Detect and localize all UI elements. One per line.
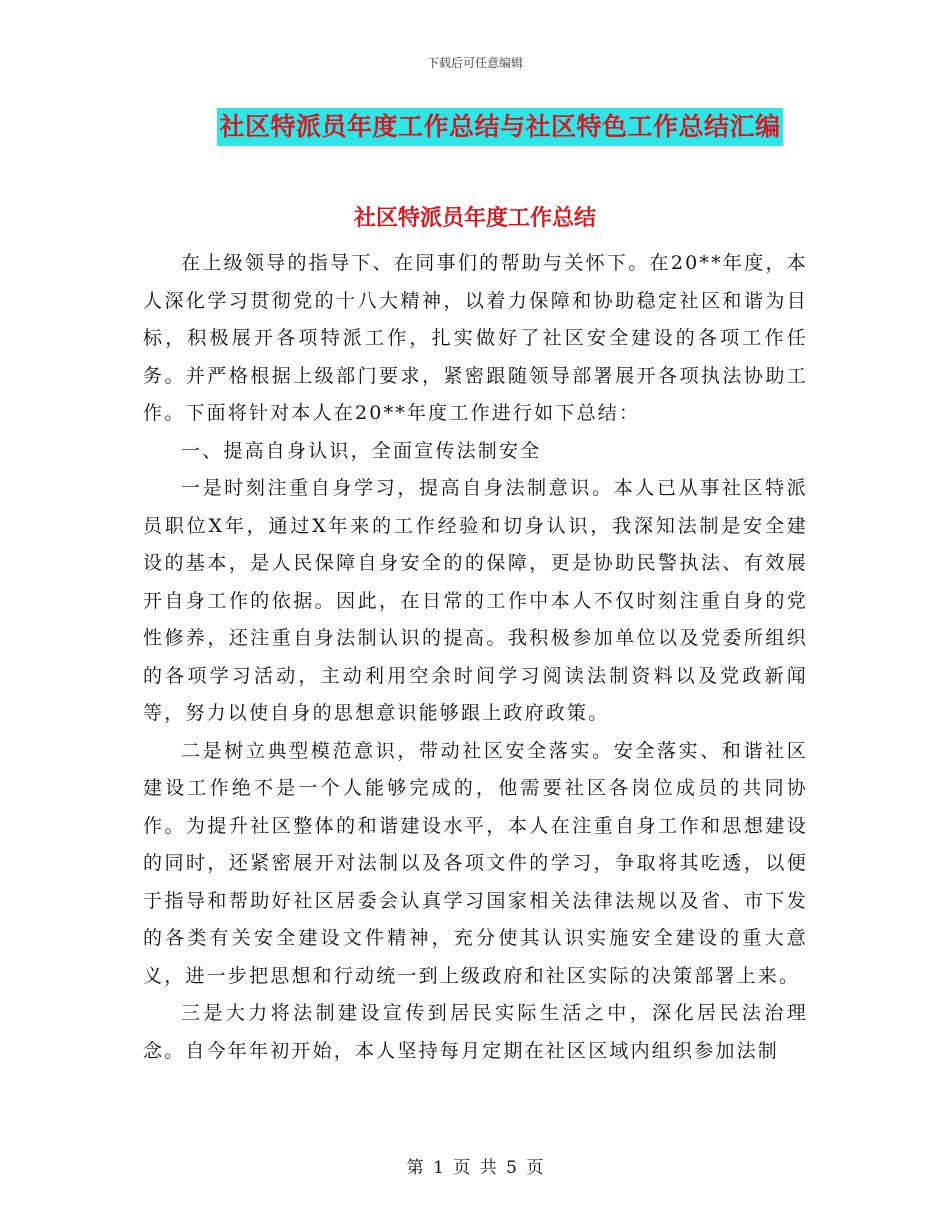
paragraph-point-2: 二是树立典型模范意识，带动社区安全落实。安全落实、和谐社区建设工作绝不是一个人能够完成的，他需要社区各岗位成员的共同协作。为提升社区整体的和谐建设水平，本人在注重自身工作和思想建设的同时，还紧密展开对法制以及各项文件的学习，争取将其吃透，以便于指导和帮助好社区居委会认真学习国家相关法律法规以及省、市下发的各类有关安全建设文件精神，充分使其认识实施安全建设的重大意义，进一步把思想和行动统一到上级政府和社区实际的决策部署上来。 [143, 739, 808, 987]
section-title: 社区特派员年度工作总结 [353, 205, 596, 231]
document-body [143, 245, 808, 1070]
page-header-note: 下载后可任意编辑 [426, 56, 523, 70]
paragraph-point-3: 三是大力将法制建设宣传到居民实际生活之中，深化居民法治理念。自今年年初开始，本人坚持每月定期在社区区域内组织参加法制 [143, 1002, 808, 1062]
document-title: 社区特派员年度工作总结与社区特色工作总结汇编 [217, 108, 782, 146]
paragraph-point-1: 一是时刻注重自身学习，提高自身法制意识。本人已从事社区特派员职位X年，通过X年来的工作经验和切身认识，我深知法制是安全建设的基本，是人民保障自身安全的的保障，更是协助民警执法、有效展开自身工作的依据。因此，在日常的工作中本人不仅时刻注重自身的党性修养，还注重自身法制认识的提高。我积极参加单位以及党委所组织的各项学习活动，主动利用空余时间学习阅读法制资料以及党政新闻等，努力以使自身的思想意识能够跟上政府政策。 [143, 477, 808, 724]
document-title-container [0, 108, 950, 146]
paragraph-intro: 在上级领导的指导下、在同事们的帮助与关怀下。在20**年度，本人深化学习贯彻党的十八大精神，以着力保障和协助稳定社区和谐为目标，积极展开各项特派工作，扎实做好了社区安全建设的各项工作任务。并严格根据上级部门要求，紧密跟随领导部署展开各项执法协助工作。下面将针对本人在20**年度工作进行如下总结： [143, 252, 808, 424]
page-number-footer: 第 1 页 共 5 页 [406, 1158, 544, 1178]
paragraph-heading-1: 一、提高自身认识，全面宣传法制安全 [181, 439, 542, 462]
